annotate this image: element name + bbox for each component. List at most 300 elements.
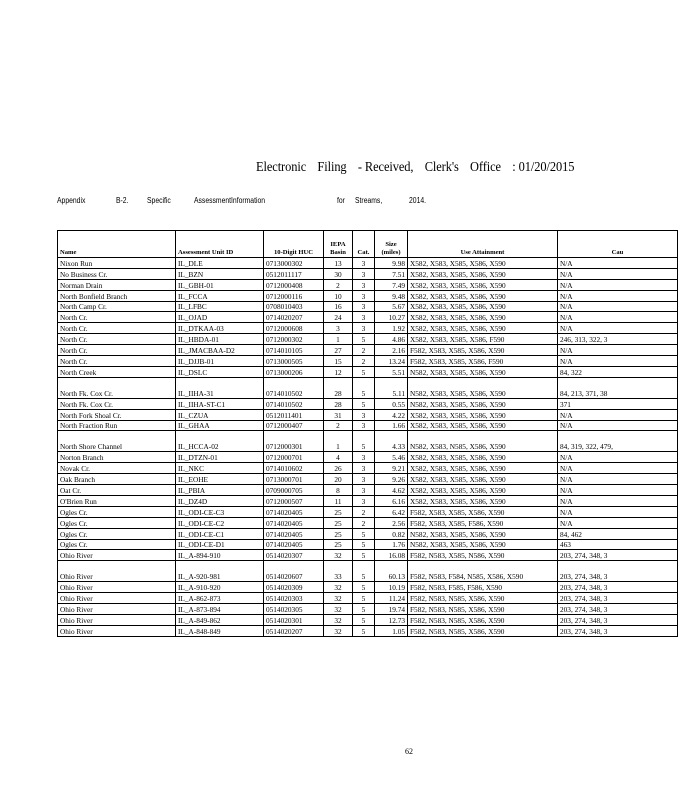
cell-use: N582, X583, X585, X586, X590: [408, 398, 558, 409]
cell-huc: 0712000608: [264, 323, 324, 334]
cell-use: X582, X583, X585, X586, X590: [408, 323, 558, 334]
cell-use: X582, X583, X585, X586, X590: [408, 474, 558, 485]
cell-basin: 27: [324, 345, 353, 356]
cell-size: 1.92: [375, 323, 408, 334]
header-word: - Received,: [357, 159, 414, 174]
table-row: [58, 345, 678, 356]
table-row: [58, 301, 678, 312]
cell-size: 16.08: [375, 550, 408, 561]
table-row: [58, 539, 678, 550]
cell-basin: 26: [324, 463, 353, 474]
cell-use: X582, X583, X585, X586, X590: [408, 301, 558, 312]
cell-cat: 5: [353, 604, 375, 615]
cell-name: Nixon Run: [58, 258, 176, 269]
cell-name: Ogles Cr.: [58, 528, 176, 539]
cell-cause: 84, 319, 322, 479,: [558, 431, 678, 452]
cell-use: X582, X583, X585, X586, X590: [408, 279, 558, 290]
cell-huc: 0709000705: [264, 485, 324, 496]
cell-size: 4.22: [375, 409, 408, 420]
cell-huc: 0514020207: [264, 625, 324, 636]
cell-name: Ohio River: [58, 582, 176, 593]
cell-name: Ohio River: [58, 561, 176, 582]
cell-basin: 25: [324, 517, 353, 528]
cell-name: Ohio River: [58, 625, 176, 636]
header-word: Office: [470, 159, 501, 174]
cell-size: 7.51: [375, 268, 408, 279]
cell-unit: IL_ODI-CE-C1: [176, 528, 264, 539]
cell-name: North Fk. Cox Cr.: [58, 398, 176, 409]
subtitle-word: AssessmentInformation: [194, 196, 266, 205]
table-row: [58, 366, 678, 377]
cell-unit: IL_GHAA: [176, 420, 264, 431]
cell-cat: 3: [353, 301, 375, 312]
cell-use: F582, N583, X585, N586, X590: [408, 550, 558, 561]
cell-use: X582, X583, X585, X586, F590: [408, 334, 558, 345]
cell-size: 1.76: [375, 539, 408, 550]
cell-basin: 4: [324, 452, 353, 463]
cell-unit: IL_A-920-981: [176, 561, 264, 582]
table-row: [58, 474, 678, 485]
cell-size: 9.21: [375, 463, 408, 474]
cell-basin: 28: [324, 377, 353, 398]
col-header-size: Size (miles): [375, 231, 408, 258]
cell-use: X582, X583, X585, X586, X590: [408, 496, 558, 507]
cell-name: Oat Cr.: [58, 485, 176, 496]
cell-use: X582, X583, X585, X586, X590: [408, 290, 558, 301]
cell-size: 10.19: [375, 582, 408, 593]
cell-name: North Cr.: [58, 345, 176, 356]
table-row: [58, 312, 678, 323]
cell-cause: N/A: [558, 506, 678, 517]
table-row: [58, 485, 678, 496]
cell-size: 2.56: [375, 517, 408, 528]
cell-huc: 0714010105: [264, 345, 324, 356]
table-row: [58, 506, 678, 517]
cell-unit: IL_FCCA: [176, 290, 264, 301]
table-row: [58, 323, 678, 334]
cell-size: 2.16: [375, 345, 408, 356]
cell-cat: 3: [353, 485, 375, 496]
cell-size: 60.13: [375, 561, 408, 582]
cell-huc: 0708010403: [264, 301, 324, 312]
cell-cat: 5: [353, 561, 375, 582]
cell-unit: IL_DSLC: [176, 366, 264, 377]
cell-name: No Business Cr.: [58, 268, 176, 279]
cell-unit: IL_IIHA-31: [176, 377, 264, 398]
cell-basin: 30: [324, 268, 353, 279]
filing-stamp-header: [256, 159, 583, 175]
cell-basin: 11: [324, 496, 353, 507]
cell-cat: 5: [353, 615, 375, 626]
cell-size: 11.24: [375, 593, 408, 604]
cell-unit: IL_HCCA-02: [176, 431, 264, 452]
cell-size: 19.74: [375, 604, 408, 615]
table-row: [58, 528, 678, 539]
cell-basin: 16: [324, 301, 353, 312]
cell-cause: 203, 274, 348, 3: [558, 550, 678, 561]
cell-use: F582, N583, F585, F586, X590: [408, 582, 558, 593]
cell-cat: 3: [353, 409, 375, 420]
cell-name: North Fork Shoal Cr.: [58, 409, 176, 420]
cell-name: O'Brien Run: [58, 496, 176, 507]
cell-unit: IL_A-849-862: [176, 615, 264, 626]
cell-unit: IL_ODI-CE-D1: [176, 539, 264, 550]
appendix-subtitle: [0, 196, 618, 208]
table-row: [58, 615, 678, 626]
cell-basin: 32: [324, 625, 353, 636]
header-word: Filing: [317, 159, 347, 174]
cell-huc: 0714010502: [264, 398, 324, 409]
cell-use: N582, X583, X585, X586, X590: [408, 539, 558, 550]
cell-unit: IL_ODI-CE-C2: [176, 517, 264, 528]
cell-size: 0.82: [375, 528, 408, 539]
col-header-cause: Cau: [558, 231, 678, 258]
cell-use: X582, X583, X585, X586, X590: [408, 312, 558, 323]
table-header-row: [58, 231, 678, 258]
cell-basin: 24: [324, 312, 353, 323]
cell-cat: 5: [353, 528, 375, 539]
cell-cause: 84, 322: [558, 366, 678, 377]
cell-use: F582, N583, N585, X586, X590: [408, 615, 558, 626]
cell-basin: 32: [324, 582, 353, 593]
table-row: [58, 377, 678, 398]
header-word: Electronic: [256, 159, 307, 174]
table-row: [58, 582, 678, 593]
cell-cat: 3: [353, 258, 375, 269]
cell-name: Ohio River: [58, 615, 176, 626]
cell-unit: IL_DLE: [176, 258, 264, 269]
table-row: [58, 625, 678, 636]
cell-unit: IL_A-873-894: [176, 604, 264, 615]
cell-cause: N/A: [558, 409, 678, 420]
col-header-name: Name: [58, 231, 176, 258]
cell-size: 5.51: [375, 366, 408, 377]
table-row: [58, 279, 678, 290]
cell-cat: 3: [353, 279, 375, 290]
cell-size: 1.05: [375, 625, 408, 636]
table-row: [58, 398, 678, 409]
subtitle-word: Specific: [147, 196, 171, 205]
cell-cause: N/A: [558, 420, 678, 431]
cell-cat: 2: [353, 517, 375, 528]
cell-unit: IL_JMACBAA-D2: [176, 345, 264, 356]
table-row: [58, 334, 678, 345]
cell-cause: 371: [558, 398, 678, 409]
col-header-basin: IEPA Basin: [324, 231, 353, 258]
cell-huc: 0712000701: [264, 452, 324, 463]
cell-cause: N/A: [558, 279, 678, 290]
cell-use: F582, X583, X585, X586, X590: [408, 345, 558, 356]
cell-huc: 0713000505: [264, 356, 324, 367]
table-body: [58, 258, 678, 637]
table-row: [58, 517, 678, 528]
cell-size: 4.33: [375, 431, 408, 452]
cell-cat: 5: [353, 366, 375, 377]
cell-name: North Cr.: [58, 323, 176, 334]
cell-cause: N/A: [558, 452, 678, 463]
cell-size: 12.73: [375, 615, 408, 626]
cell-cat: 5: [353, 539, 375, 550]
cell-huc: 0713000701: [264, 474, 324, 485]
cell-huc: 0512011401: [264, 409, 324, 420]
cell-cause: N/A: [558, 356, 678, 367]
cell-size: 9.26: [375, 474, 408, 485]
cell-size: 5.46: [375, 452, 408, 463]
subtitle-word: Appendix: [57, 196, 86, 205]
cell-name: North Cr.: [58, 312, 176, 323]
cell-basin: 32: [324, 550, 353, 561]
subtitle-word: Streams,: [355, 196, 383, 205]
cell-unit: IL_EOHE: [176, 474, 264, 485]
cell-huc: 0714020207: [264, 312, 324, 323]
cell-cat: 5: [353, 431, 375, 452]
table-row: [58, 268, 678, 279]
cell-cat: 3: [353, 496, 375, 507]
header-word: Clerk's: [424, 159, 459, 174]
cell-unit: IL_DTZN-01: [176, 452, 264, 463]
cell-huc: 0514020607: [264, 561, 324, 582]
cell-huc: 0512011117: [264, 268, 324, 279]
cell-use: F582, N583, N585, X586, X590: [408, 604, 558, 615]
cell-name: North Cr.: [58, 356, 176, 367]
table-row: [58, 463, 678, 474]
cell-cause: N/A: [558, 312, 678, 323]
cell-cause: N/A: [558, 258, 678, 269]
cell-use: X582, X583, X585, X586, X590: [408, 268, 558, 279]
cell-unit: IL_DZ4D: [176, 496, 264, 507]
cell-cat: 5: [353, 398, 375, 409]
table-row: [58, 290, 678, 301]
table-row: [58, 420, 678, 431]
cell-basin: 32: [324, 593, 353, 604]
cell-cat: 5: [353, 582, 375, 593]
cell-unit: IL_ODI-CE-C3: [176, 506, 264, 517]
cell-basin: 25: [324, 539, 353, 550]
cell-cat: 2: [353, 345, 375, 356]
cell-size: 5.11: [375, 377, 408, 398]
cell-unit: IL_CZUA: [176, 409, 264, 420]
cell-basin: 32: [324, 604, 353, 615]
cell-unit: IL_DJJB-01: [176, 356, 264, 367]
cell-cause: N/A: [558, 496, 678, 507]
subtitle-word: B-2.: [116, 196, 129, 205]
table-row: [58, 431, 678, 452]
cell-use: X582, X583, X585, X586, X590: [408, 420, 558, 431]
col-header-use: Use Attainment: [408, 231, 558, 258]
cell-name: Oak Branch: [58, 474, 176, 485]
cell-size: 1.66: [375, 420, 408, 431]
cell-size: 10.27: [375, 312, 408, 323]
cell-cat: 3: [353, 312, 375, 323]
cell-huc: 0714010602: [264, 463, 324, 474]
cell-basin: 10: [324, 290, 353, 301]
cell-name: Norton Branch: [58, 452, 176, 463]
assessment-table: [57, 230, 678, 637]
cell-unit: IL_LFBC: [176, 301, 264, 312]
cell-cat: 3: [353, 463, 375, 474]
cell-unit: IL_A-848-849: [176, 625, 264, 636]
cell-huc: 0713000206: [264, 366, 324, 377]
cell-cause: 203, 274, 348, 3: [558, 625, 678, 636]
cell-huc: 0514020305: [264, 604, 324, 615]
cell-basin: 15: [324, 356, 353, 367]
cell-basin: 28: [324, 398, 353, 409]
cell-use: F582, N583, N585, X586, X590: [408, 593, 558, 604]
cell-use: N582, X583, X585, X586, X590: [408, 377, 558, 398]
cell-basin: 3: [324, 323, 353, 334]
cell-basin: 32: [324, 615, 353, 626]
cell-cat: 3: [353, 290, 375, 301]
cell-huc: 0714010502: [264, 377, 324, 398]
table-row: [58, 550, 678, 561]
cell-huc: 0714020405: [264, 528, 324, 539]
cell-basin: 25: [324, 528, 353, 539]
cell-size: 4.62: [375, 485, 408, 496]
cell-name: Norman Drain: [58, 279, 176, 290]
cell-cat: 3: [353, 452, 375, 463]
col-header-huc: 10-Digit HUC: [264, 231, 324, 258]
col-header-unit: Assessment Unit ID: [176, 231, 264, 258]
cell-basin: 33: [324, 561, 353, 582]
cell-huc: 0514020309: [264, 582, 324, 593]
subtitle-word: for: [337, 196, 345, 205]
cell-cause: N/A: [558, 323, 678, 334]
table-row: [58, 561, 678, 582]
cell-size: 4.86: [375, 334, 408, 345]
cell-cause: N/A: [558, 463, 678, 474]
cell-unit: IL_A-894-910: [176, 550, 264, 561]
cell-basin: 12: [324, 366, 353, 377]
cell-name: North Fk. Cox Cr.: [58, 377, 176, 398]
cell-huc: 0714020405: [264, 506, 324, 517]
cell-huc: 0514020303: [264, 593, 324, 604]
cell-cause: 463: [558, 539, 678, 550]
cell-unit: IL_PBIA: [176, 485, 264, 496]
cell-unit: IL_NKC: [176, 463, 264, 474]
cell-use: X582, X583, X585, X586, X590: [408, 485, 558, 496]
table-row: [58, 258, 678, 269]
cell-use: F582, X583, X585, X586, X590: [408, 506, 558, 517]
cell-use: X582, X583, X585, X586, X590: [408, 463, 558, 474]
cell-size: 13.24: [375, 356, 408, 367]
cell-name: Ogles Cr.: [58, 506, 176, 517]
cell-huc: 0713000302: [264, 258, 324, 269]
cell-huc: 0514020301: [264, 615, 324, 626]
cell-cause: 84, 462: [558, 528, 678, 539]
cell-name: Ohio River: [58, 604, 176, 615]
cell-name: North Bonfield Branch: [58, 290, 176, 301]
cell-basin: 13: [324, 258, 353, 269]
cell-cat: 3: [353, 420, 375, 431]
cell-name: North Creek: [58, 366, 176, 377]
table-row: [58, 409, 678, 420]
cell-huc: 0714020405: [264, 517, 324, 528]
cell-huc: 0712000407: [264, 420, 324, 431]
cell-cat: 5: [353, 625, 375, 636]
cell-basin: 1: [324, 334, 353, 345]
assessment-table-wrapper: [57, 230, 624, 720]
cell-cause: N/A: [558, 517, 678, 528]
cell-basin: 2: [324, 279, 353, 290]
cell-cause: 203, 274, 348, 3: [558, 561, 678, 582]
cell-name: Ogles Cr.: [58, 539, 176, 550]
cell-basin: 25: [324, 506, 353, 517]
cell-unit: IL_HBDA-01: [176, 334, 264, 345]
cell-cause: N/A: [558, 268, 678, 279]
cell-name: North Cr.: [58, 334, 176, 345]
cell-name: North Camp Cr.: [58, 301, 176, 312]
cell-cause: 84, 213, 371, 38: [558, 377, 678, 398]
cell-cause: 246, 313, 322, 3: [558, 334, 678, 345]
cell-name: Novak Cr.: [58, 463, 176, 474]
cell-use: X582, X583, X585, X586, X590: [408, 258, 558, 269]
cell-cause: N/A: [558, 301, 678, 312]
cell-cause: 203, 274, 348, 3: [558, 615, 678, 626]
table-row: [58, 452, 678, 463]
cell-name: North Fraction Run: [58, 420, 176, 431]
cell-huc: 0712000301: [264, 431, 324, 452]
cell-cat: 3: [353, 268, 375, 279]
cell-size: 9.98: [375, 258, 408, 269]
cell-use: N582, X583, X585, X586, X590: [408, 366, 558, 377]
cell-cause: 203, 274, 348, 3: [558, 593, 678, 604]
cell-basin: 8: [324, 485, 353, 496]
cell-unit: IL_BZN: [176, 268, 264, 279]
cell-basin: 31: [324, 409, 353, 420]
cell-basin: 1: [324, 431, 353, 452]
cell-basin: 20: [324, 474, 353, 485]
cell-use: N582, X583, X585, X586, X590: [408, 528, 558, 539]
cell-huc: 0514020307: [264, 550, 324, 561]
cell-size: 7.49: [375, 279, 408, 290]
cell-cause: 203, 274, 348, 3: [558, 604, 678, 615]
page-number: 62: [405, 747, 413, 756]
cell-cause: N/A: [558, 345, 678, 356]
cell-cat: 2: [353, 356, 375, 367]
cell-cause: N/A: [558, 485, 678, 496]
cell-use: X582, X583, X585, X586, X590: [408, 452, 558, 463]
cell-huc: 0712000507: [264, 496, 324, 507]
cell-use: F582, N583, N585, X586, X590: [408, 625, 558, 636]
cell-use: F582, N583, F584, N585, X586, X590: [408, 561, 558, 582]
cell-use: F582, X583, X585, F586, X590: [408, 517, 558, 528]
col-header-cat: Cat.: [353, 231, 375, 258]
cell-name: Ohio River: [58, 593, 176, 604]
header-word: : 01/20/2015: [512, 159, 575, 174]
cell-unit: IL_A-862-873: [176, 593, 264, 604]
cell-cat: 5: [353, 334, 375, 345]
cell-size: 5.67: [375, 301, 408, 312]
table-row: [58, 356, 678, 367]
cell-cat: 5: [353, 593, 375, 604]
subtitle-word: 2014.: [409, 196, 427, 205]
cell-name: North Shore Channel: [58, 431, 176, 452]
cell-use: F582, X583, X585, X586, F590: [408, 356, 558, 367]
cell-cat: 3: [353, 323, 375, 334]
cell-huc: 0712000408: [264, 279, 324, 290]
cell-basin: 2: [324, 420, 353, 431]
cell-cat: 5: [353, 550, 375, 561]
cell-huc: 0712000116: [264, 290, 324, 301]
cell-use: X582, X583, X585, X586, X590: [408, 409, 558, 420]
cell-cat: 2: [353, 506, 375, 517]
cell-use: N582, X583, N585, X586, X590: [408, 431, 558, 452]
cell-unit: IL_GBH-01: [176, 279, 264, 290]
cell-huc: 0714020405: [264, 539, 324, 550]
cell-cat: 5: [353, 377, 375, 398]
table-row: [58, 496, 678, 507]
cell-unit: IL_OJAD: [176, 312, 264, 323]
